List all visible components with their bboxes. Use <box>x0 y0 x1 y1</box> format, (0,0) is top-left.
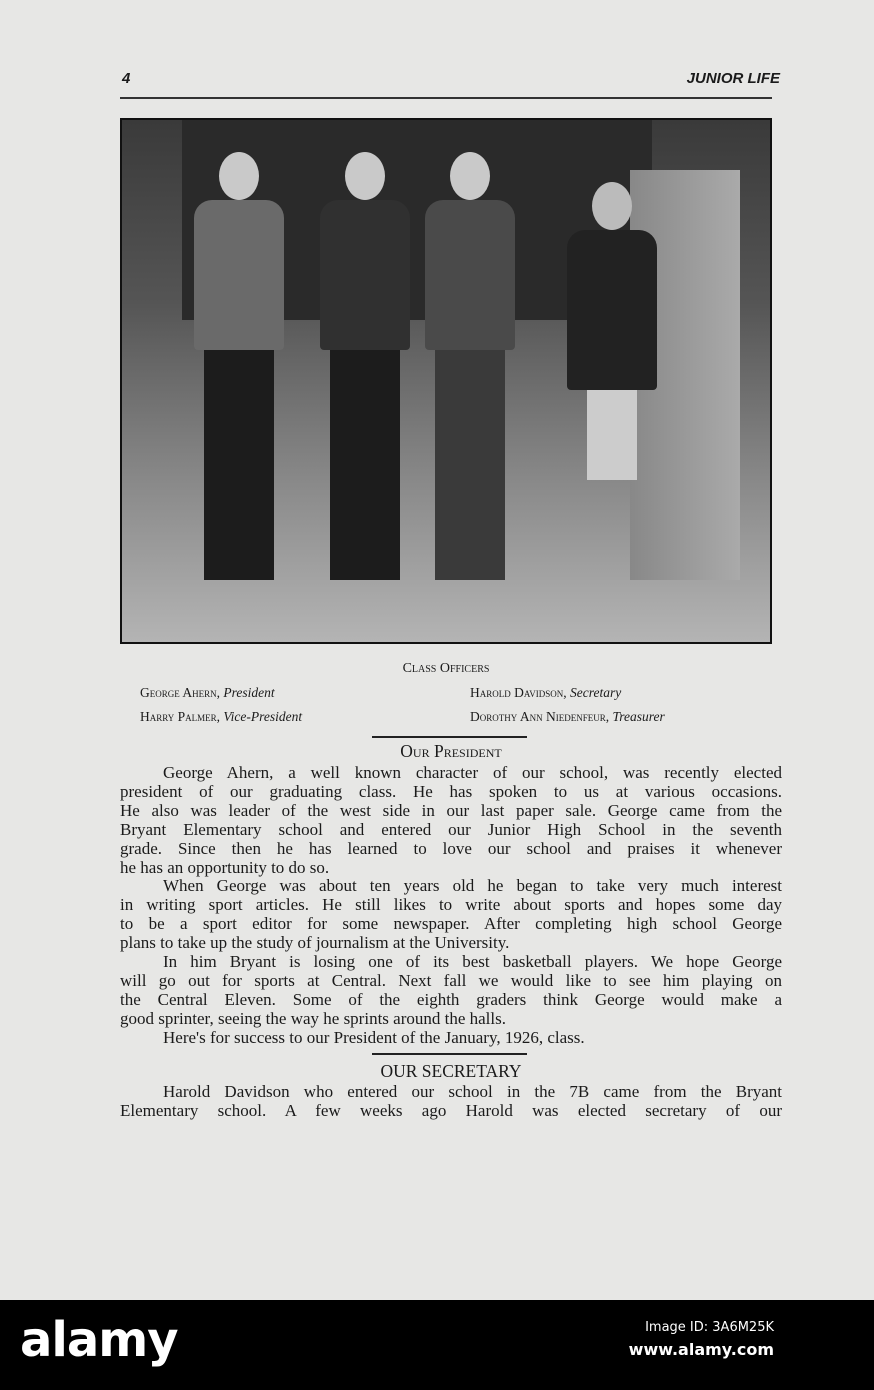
text-line: he has an opportunity to do so. <box>120 857 330 877</box>
text-line: grade. Since then he has learned to love our school and praises it whenever <box>120 838 782 858</box>
text-line: Harold Davidson who entered our school in the 7B came from the Bryant <box>163 1082 782 1101</box>
text-line: In him Bryant is losing one of its best basketball players. We hope George <box>163 952 782 971</box>
text-line: Here's for success to our President of the January, 1926, class. <box>163 1027 585 1047</box>
person-figure <box>567 182 657 582</box>
text-line: the Central Eleven. Some of the eighth graders think George would make a <box>120 989 782 1009</box>
publication-title: JUNIOR LIFE <box>686 70 780 87</box>
section-divider <box>372 1053 527 1055</box>
text-line: president of our graduating class. He has spoken to us at various occasions. <box>120 781 782 801</box>
text-line: good sprinter, seeing the way he sprints around the halls. <box>120 1008 506 1028</box>
officer-vice-president: Harry Palmer, Vice-President <box>140 709 303 724</box>
text-line: Elementary school. A few weeks ago Harold was elected secretary of our <box>120 1100 782 1120</box>
site-url: www.alamy.com <box>628 1340 774 1359</box>
page-number: 4 <box>122 70 131 87</box>
heading-our-president: Our President <box>400 741 502 761</box>
class-officers-photo <box>120 118 772 644</box>
person-figure <box>425 152 515 612</box>
officer-president: George Ahern, President <box>140 685 275 700</box>
header-rule <box>120 97 772 99</box>
text-line: to be a sport editor for some newspaper. After completing high school George <box>120 914 782 934</box>
person-figure <box>320 152 410 612</box>
text-line: When George was about ten years old he began to take very much interest <box>163 876 782 896</box>
person-figure <box>194 152 284 612</box>
image-id: Image ID: 3A6M25K <box>645 1320 774 1335</box>
heading-our-secretary: OUR SECRETARY <box>380 1061 522 1081</box>
text-line: will go out for sports at Central. Next fall we would like to see him playing on <box>120 970 782 990</box>
text-line: He also was leader of the west side in our last paper sale. George came from the <box>120 800 782 820</box>
text-line: plans to take up the study of journalism at the University. <box>120 933 510 953</box>
section-divider <box>372 736 527 738</box>
text-line: George Ahern, a well known character of our school, was recently elected <box>163 763 782 782</box>
officer-secretary: Harold Davidson, Secretary <box>470 685 622 700</box>
text-line: Bryant Elementary school and entered our Junior High School in the seventh <box>120 819 782 839</box>
text-line: in writing sport articles. He still likes to write about sports and hopes some day <box>120 895 782 915</box>
officer-treasurer: Dorothy Ann Niedenfeur, Treasurer <box>470 709 665 724</box>
alamy-logo: alamy <box>20 1312 178 1368</box>
photo-caption: Class Officers <box>402 661 490 676</box>
